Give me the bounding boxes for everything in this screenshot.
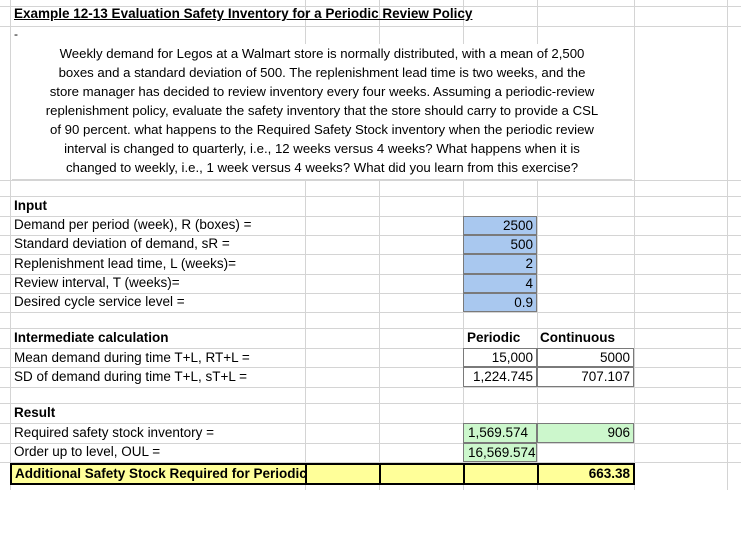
input-label-demand: Demand per period (week), R (boxes) = — [14, 217, 252, 232]
additional-safety-stock-label: Additional Safety Stock Required for Periodic — [15, 466, 307, 481]
input-csl-cell[interactable]: 0.9 — [463, 293, 537, 312]
description-line: interval is changed to quarterly, i.e., 12 weeks versus 4 weeks? What happens when it is — [64, 141, 580, 156]
page-title: Example 12-13 Evaluation Safety Inventory for a Periodic Review Policy — [14, 6, 473, 21]
description-line: replenishment policy, evaluate the safety inventory that the store should carry to provide a CSL — [45, 103, 599, 118]
input-std-dev-cell[interactable]: 500 — [463, 235, 537, 254]
additional-safety-stock-value: 663.38 — [588, 466, 630, 481]
continuous-mean-demand-cell[interactable]: 5000 — [537, 348, 634, 367]
dash-marker: - — [14, 27, 18, 41]
description-line: boxes and a standard deviation of 500. The replenishment lead time is two weeks, and the — [58, 65, 586, 80]
result-label-oul: Order up to level, OUL = — [14, 444, 161, 459]
description-line: of 90 percent. what happens to the Required Safety Stock inventory when the periodic review — [50, 122, 594, 137]
result-label-safety-stock: Required safety stock inventory = — [14, 425, 214, 440]
input-lead-time-cell[interactable]: 2 — [463, 254, 537, 274]
intermediate-heading: Intermediate calculation — [14, 330, 169, 345]
additional-safety-stock-row[interactable] — [10, 463, 635, 485]
description-line: changed to weekly, i.e., 1 week versus 4 weeks? What did you learn from this exercise? — [65, 160, 579, 175]
input-label-std-dev: Standard deviation of demand, sR = — [14, 236, 230, 251]
periodic-mean-demand-cell[interactable]: 15,000 — [463, 348, 537, 367]
result-heading: Result — [14, 405, 56, 420]
input-label-lead-time: Replenishment lead time, L (weeks)= — [14, 256, 236, 271]
continuous-safety-stock-cell[interactable]: 906 — [537, 423, 634, 443]
problem-description — [12, 44, 632, 180]
description-line: Weekly demand for Legos at a Walmart store is normally distributed, with a mean of 2,500 — [59, 46, 585, 61]
intermediate-label-mean: Mean demand during time T+L, RT+L = — [14, 350, 250, 365]
periodic-oul-cell[interactable]: 16,569.574 — [463, 443, 537, 462]
periodic-sd-demand-cell[interactable]: 1,224.745 — [463, 367, 537, 387]
input-label-csl: Desired cycle service level = — [14, 294, 185, 309]
intermediate-label-sd: SD of demand during time T+L, sT+L = — [14, 369, 248, 384]
column-header-periodic: Periodic — [467, 330, 521, 345]
input-heading: Input — [14, 198, 47, 213]
column-header-continuous: Continuous — [540, 330, 615, 345]
description-line: store manager has decided to review inventory every four weeks. Assuming a periodic-review — [49, 84, 595, 99]
input-review-interval-cell[interactable]: 4 — [463, 274, 537, 293]
periodic-safety-stock-cell[interactable]: 1,569.574 — [463, 423, 537, 443]
continuous-sd-demand-cell[interactable]: 707.107 — [537, 367, 634, 387]
input-label-review-interval: Review interval, T (weeks)= — [14, 275, 180, 290]
input-demand-cell[interactable]: 2500 — [463, 216, 537, 235]
